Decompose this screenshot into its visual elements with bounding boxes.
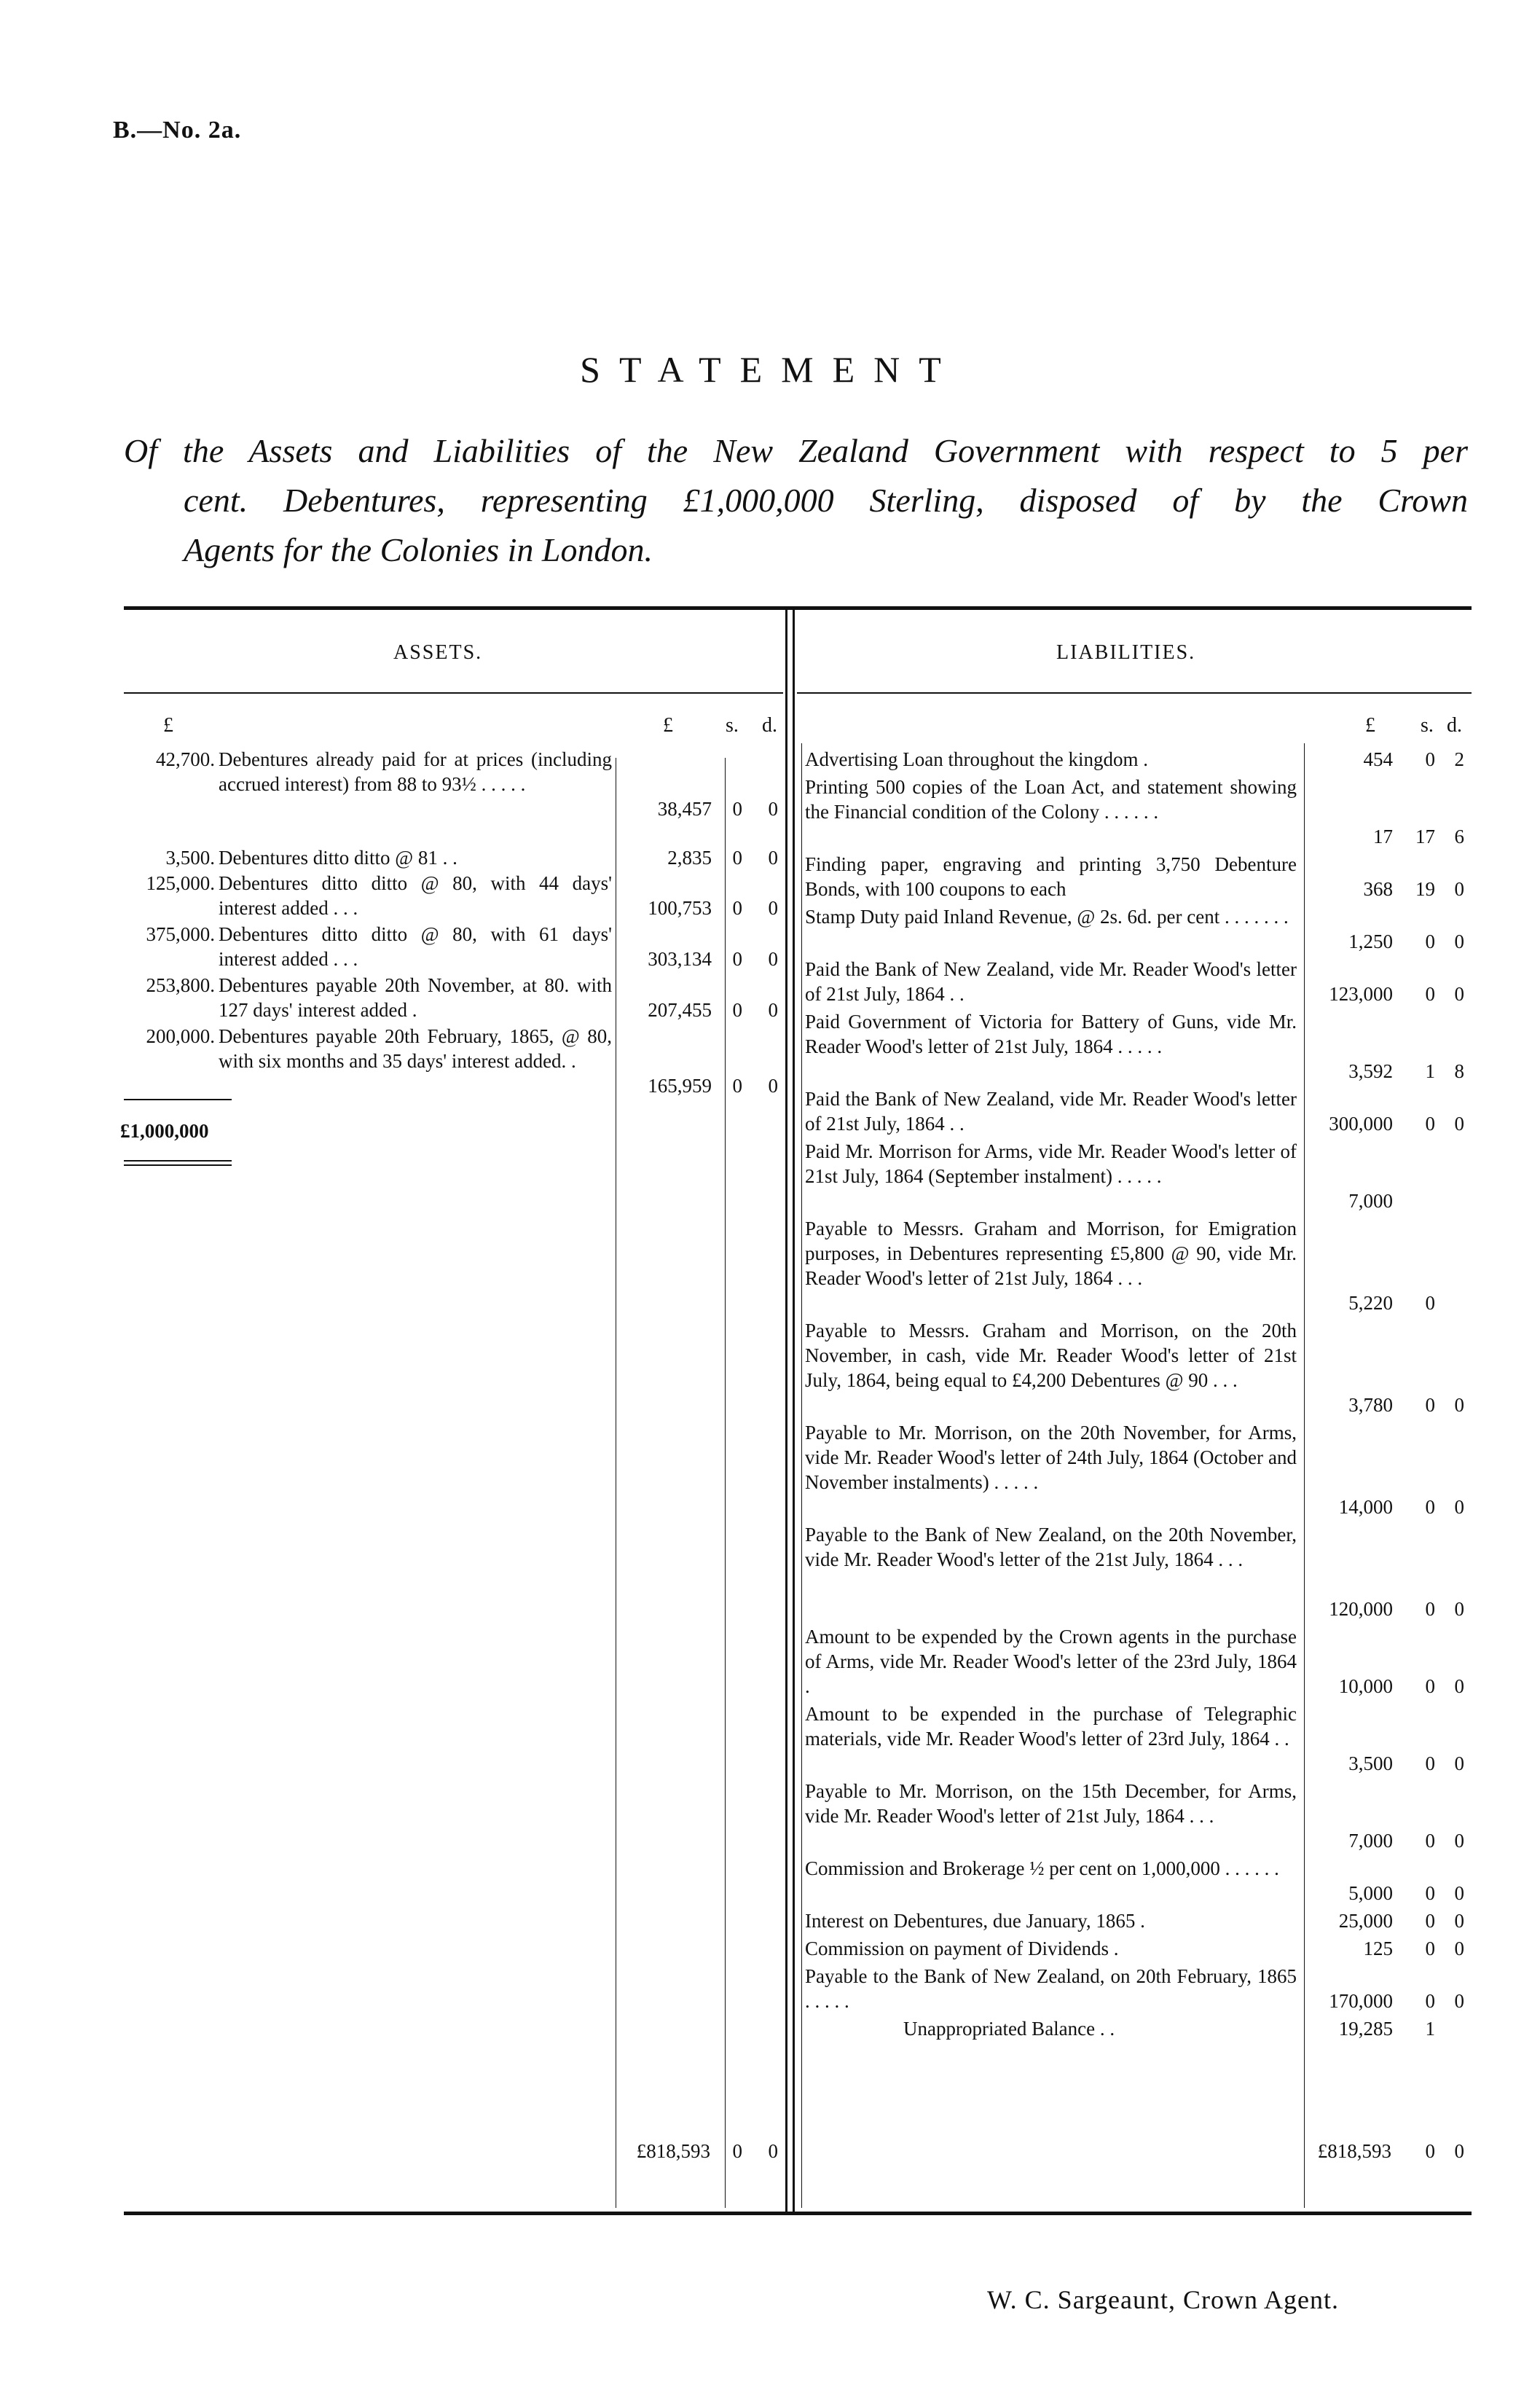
liabilities-row-pence: 0	[1454, 1675, 1464, 1697]
liabilities-row-pounds: 368	[1363, 878, 1393, 900]
table-bottom-rule	[124, 2212, 1472, 2215]
assets-face-value: 253,800.	[146, 974, 215, 996]
signature: W. C. Sargeaunt, Crown Agent.	[987, 2285, 1339, 2314]
assets-row-shillings: 0	[732, 798, 742, 820]
assets-total-shillings: 0	[732, 2140, 742, 2162]
liabilities-row-shillings: 0	[1425, 1990, 1435, 2012]
assets-row-pounds: 165,959	[648, 1075, 712, 1097]
liabilities-row-shillings: 19	[1415, 878, 1435, 900]
assets-face-col-header: £	[163, 714, 173, 737]
assets-row-pence: 0	[768, 999, 778, 1021]
assets-heading-rule	[124, 692, 783, 694]
assets-row-pounds: 2,835	[667, 847, 712, 869]
page-title: STATEMENT	[580, 349, 960, 390]
liabilities-row-pence: 0	[1454, 1598, 1464, 1620]
liabilities-row-shillings: 0	[1425, 1830, 1435, 1852]
liabilities-row-description: Unappropriated Balance . .	[903, 2018, 1115, 2040]
assets-row-description: Debentures payable 20th November, at 80. with 127 days' interest added .	[219, 974, 612, 1021]
liabilities-row-pounds: 3,780	[1348, 1394, 1393, 1416]
liabilities-text-col-rule	[801, 743, 802, 2208]
liabilities-row-pounds: 125	[1363, 1938, 1393, 1959]
assets-shilling-col-header: s.	[726, 714, 739, 737]
subtitle-line-1: Of the Assets and Liabilities of the New Zealand Government with respect to 5 per	[124, 432, 1468, 469]
liabilities-total-pence: 0	[1454, 2140, 1464, 2162]
liabilities-row-pounds: 14,000	[1338, 1496, 1393, 1518]
subtitle-line-3: Agents for the Colonies in London.	[184, 531, 653, 568]
liabilities-row-pounds: 19,285	[1338, 2018, 1393, 2040]
assets-face-value: 200,000.	[146, 1025, 215, 1047]
liabilities-row-pounds: 120,000	[1329, 1598, 1393, 1620]
liabilities-row-shillings: 0	[1425, 1113, 1435, 1135]
liabilities-row-pence: 0	[1454, 1910, 1464, 1932]
liabilities-row-shillings: 1	[1425, 1060, 1435, 1082]
liabilities-row-description: Finding paper, engraving and printing 3,750 Debenture Bonds, with 100 coupons to each	[805, 853, 1297, 900]
liabilities-row-shillings: 0	[1425, 1882, 1435, 1904]
liabilities-row-description: Payable to the Bank of New Zealand, on the 20th November, vide Mr. Reader Wood's letter of the 21st July, 1864 . . .	[805, 1524, 1297, 1570]
liabilities-row-pence: 0	[1454, 1113, 1464, 1135]
liabilities-row-description: Paid the Bank of New Zealand, vide Mr. Reader Wood's letter of 21st July, 1864 . .	[805, 1088, 1297, 1135]
assets-face-total-double-rule	[124, 1160, 232, 1162]
assets-face-total-rule	[124, 1099, 232, 1100]
liabilities-row-description: Paid Mr. Morrison for Arms, vide Mr. Reader Wood's letter of 21st July, 1864 (September instalment) . . . . .	[805, 1140, 1297, 1187]
liabilities-row-shillings: 0	[1425, 1394, 1435, 1416]
assets-heading: ASSETS.	[393, 641, 483, 664]
liabilities-row-description: Advertising Loan throughout the kingdom .	[805, 748, 1148, 770]
assets-row-pounds: 100,753	[648, 897, 712, 919]
liabilities-row-pence: 0	[1454, 1752, 1464, 1774]
liabilities-row-pence: 0	[1454, 931, 1464, 952]
liabilities-pence-col-header: d.	[1447, 714, 1462, 737]
assets-total-pounds: £818,593	[636, 2140, 710, 2162]
liabilities-row-pence: 0	[1454, 1496, 1464, 1518]
liabilities-row-shillings: 0	[1425, 1910, 1435, 1932]
liabilities-row-description: Amount to be expended by the Crown agents in the purchase of Arms, vide Mr. Reader Wood's letter of the 23rd July, 1864 .	[805, 1626, 1297, 1697]
liabilities-row-pounds: 300,000	[1329, 1113, 1393, 1135]
assets-row-pence: 0	[768, 897, 778, 919]
liabilities-row-pence: 0	[1454, 1882, 1464, 1904]
liabilities-row-description: Payable to Mr. Morrison, on the 20th November, for Arms, vide Mr. Reader Wood's letter of 24th July, 1864 (October and November instalments) . . . . .	[805, 1422, 1297, 1493]
assets-row-description: Debentures ditto ditto @ 80, with 44 days' interest added . . .	[219, 872, 612, 919]
assets-face-total: £1,000,000	[120, 1120, 209, 1142]
liabilities-total-pounds: £818,593	[1317, 2140, 1391, 2162]
assets-row-pounds: 207,455	[648, 999, 712, 1021]
page-subtitle	[124, 426, 1468, 575]
liabilities-row-shillings: 0	[1425, 931, 1435, 952]
assets-pence-col-header: d.	[762, 714, 777, 737]
liabilities-row-pence: 0	[1454, 1830, 1464, 1852]
assets-row-description: Debentures ditto ditto @ 81 . .	[219, 847, 457, 869]
liabilities-row-description: Payable to the Bank of New Zealand, on 20th February, 1865 . . . . .	[805, 1965, 1297, 2012]
assets-row-pounds: 38,457	[657, 798, 712, 820]
liabilities-row-shillings: 17	[1415, 826, 1435, 847]
table-top-rule	[124, 606, 1472, 610]
assets-total-pence: 0	[768, 2140, 778, 2162]
liabilities-row-pence: 8	[1454, 1060, 1464, 1082]
assets-pound-col-header: £	[663, 714, 673, 737]
liabilities-row-shillings: 0	[1425, 748, 1435, 770]
liabilities-row-pounds: 3,592	[1348, 1060, 1393, 1082]
liabilities-row-pounds: 170,000	[1329, 1990, 1393, 2012]
liabilities-row-pence: 6	[1454, 826, 1464, 847]
liabilities-heading-rule	[797, 692, 1472, 694]
liabilities-row-description: Interest on Debentures, due January, 1865 .	[805, 1910, 1145, 1932]
assets-face-total-double-rule-2	[124, 1164, 232, 1166]
assets-row-description: Debentures ditto ditto @ 80, with 61 days' interest added . . .	[219, 923, 612, 970]
assets-face-value: 375,000.	[146, 923, 215, 945]
liabilities-row-pence: 2	[1454, 748, 1464, 770]
liabilities-row-shillings: 0	[1425, 1938, 1435, 1959]
liabilities-row-shillings: 0	[1425, 1598, 1435, 1620]
assets-row-shillings: 0	[732, 1075, 742, 1097]
subtitle-line-2: cent. Debentures, representing £1,000,000 Sterling, disposed of by the Crown	[184, 482, 1468, 519]
liabilities-shilling-col-header: s.	[1421, 714, 1434, 737]
liabilities-row-pence: 0	[1454, 983, 1464, 1005]
column-divider-left	[785, 610, 787, 2212]
liabilities-row-description: Paid Government of Victoria for Battery of Guns, vide Mr. Reader Wood's letter of 21st July, 1864 . . . . .	[805, 1011, 1297, 1057]
liabilities-row-shillings: 0	[1425, 983, 1435, 1005]
liabilities-row-shillings: 0	[1425, 1675, 1435, 1697]
liabilities-row-pence: 0	[1454, 1938, 1464, 1959]
liabilities-row-description: Commission on payment of Dividends .	[805, 1938, 1119, 1959]
document-reference: B.—No. 2a.	[113, 117, 242, 144]
assets-row-shillings: 0	[732, 948, 742, 970]
liabilities-row-description: Payable to Mr. Morrison, on the 15th December, for Arms, vide Mr. Reader Wood's letter of 21st July, 1864 . . .	[805, 1780, 1297, 1827]
liabilities-row-pounds: 7,000	[1348, 1830, 1393, 1852]
assets-row-pence: 0	[768, 1075, 778, 1097]
liabilities-row-description: Stamp Duty paid Inland Revenue, @ 2s. 6d. per cent . . . . . . .	[805, 906, 1289, 928]
liabilities-row-pounds: 5,220	[1348, 1292, 1393, 1314]
assets-row-pounds: 303,134	[648, 948, 712, 970]
assets-face-value: 3,500.	[165, 847, 215, 869]
liabilities-row-pounds: 1,250	[1348, 931, 1393, 952]
liabilities-row-pounds: 25,000	[1338, 1910, 1393, 1932]
liabilities-row-shillings: 0	[1425, 1292, 1435, 1314]
liabilities-row-description: Commission and Brokerage ½ per cent on 1,000,000 . . . . . .	[805, 1857, 1279, 1879]
assets-row-shillings: 0	[732, 897, 742, 919]
liabilities-row-description: Printing 500 copies of the Loan Act, and statement showing the Financial condition of the Colony . . . . . .	[805, 776, 1297, 823]
liabilities-row-pounds: 17	[1373, 826, 1393, 847]
liabilities-row-pounds: 454	[1363, 748, 1393, 770]
liabilities-row-description: Payable to Messrs. Graham and Morrison, for Emigration purposes, in Debentures representing £5,800 @ 90, vide Mr. Reader Wood's letter of 21st July, 1864 . . .	[805, 1218, 1297, 1289]
liabilities-row-shillings: 0	[1425, 1496, 1435, 1518]
liabilities-row-pounds: 7,000	[1348, 1190, 1393, 1212]
liabilities-row-pounds: 123,000	[1329, 983, 1393, 1005]
liabilities-row-description: Paid the Bank of New Zealand, vide Mr. Reader Wood's letter of 21st July, 1864 . .	[805, 958, 1297, 1005]
liabilities-total-shillings: 0	[1425, 2140, 1435, 2162]
liabilities-row-shillings: 0	[1425, 1752, 1435, 1774]
liabilities-row-pounds: 3,500	[1348, 1752, 1393, 1774]
liabilities-heading: LIABILITIES.	[1056, 641, 1196, 664]
assets-row-pence: 0	[768, 798, 778, 820]
liabilities-row-pence: 0	[1454, 1394, 1464, 1416]
liabilities-row-pence: 0	[1454, 878, 1464, 900]
liabilities-row-description: Payable to Messrs. Graham and Morrison, on the 20th November, in cash, vide Mr. Reader Wood's letter of 21st July, 1864, being equal to £4,200 Debentures @ 90 . . .	[805, 1320, 1297, 1391]
liabilities-row-pounds: 5,000	[1348, 1882, 1393, 1904]
assets-row-description: Debentures already paid for at prices (including accrued interest) from 88 to 93½ . . . . .	[219, 748, 612, 795]
assets-face-value: 125,000.	[146, 872, 215, 894]
assets-row-pence: 0	[768, 948, 778, 970]
assets-row-shillings: 0	[732, 999, 742, 1021]
assets-row-description: Debentures payable 20th February, 1865, @ 80, with six months and 35 days' interest added. .	[219, 1025, 612, 1072]
assets-s-col-rule	[725, 758, 726, 2208]
assets-row-shillings: 0	[732, 847, 742, 869]
liabilities-row-description: Amount to be expended in the purchase of Telegraphic materials, vide Mr. Reader Wood's letter of 23rd July, 1864 . .	[805, 1703, 1297, 1750]
liabilities-row-shillings: 1	[1425, 2018, 1435, 2040]
assets-row-pence: 0	[768, 847, 778, 869]
assets-face-value: 42,700.	[156, 748, 215, 770]
column-divider-right	[793, 610, 795, 2212]
liabilities-pound-col-header: £	[1365, 714, 1375, 737]
liabilities-row-pence: 0	[1454, 1990, 1464, 2012]
liabilities-row-pounds: 10,000	[1338, 1675, 1393, 1697]
